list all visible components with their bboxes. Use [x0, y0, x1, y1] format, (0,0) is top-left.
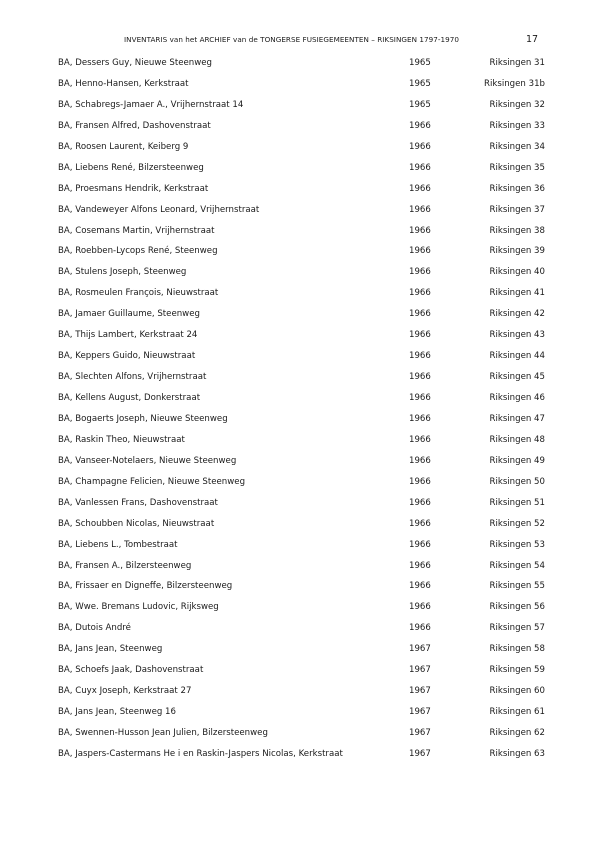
item-reference: Riksingen 31 — [489, 58, 545, 68]
item-year: 1966 — [409, 225, 431, 236]
item-reference: Riksingen 51 — [489, 497, 545, 508]
item-description: BA, Slechten Alfons, Vrijhernstraat — [58, 372, 207, 383]
item-description: BA, Frissaer en Digneffe, Bilzersteenweg — [58, 581, 233, 592]
item-year: 1967 — [409, 686, 431, 697]
list-item — [0, 602, 595, 623]
item-description: BA, Thijs Lambert, Kerkstraat 24 — [58, 330, 198, 341]
list-item — [0, 686, 595, 707]
list-item — [0, 498, 595, 519]
item-reference: Riksingen 39 — [489, 246, 545, 257]
item-description: BA, Henno-Hansen, Kerkstraat — [58, 78, 189, 89]
item-year: 1967 — [409, 748, 431, 759]
item-description: BA, Jaspers-Castermans He i en Raskin-Jaspers Nicolas, Kerkstraat — [58, 748, 343, 759]
item-year: 1966 — [409, 330, 431, 341]
item-description: BA, Vandeweyer Alfons Leonard, Vrijhernstraat — [58, 204, 260, 215]
item-year: 1966 — [409, 581, 431, 592]
list-item — [0, 581, 595, 602]
item-year: 1965 — [409, 58, 431, 68]
item-description: BA, Dutois André — [58, 623, 131, 634]
list-item — [0, 749, 595, 770]
item-reference: Riksingen 50 — [489, 476, 545, 487]
item-year: 1967 — [409, 665, 431, 676]
list-item — [0, 121, 595, 142]
list-item — [0, 456, 595, 477]
item-reference: Riksingen 35 — [489, 162, 545, 173]
item-year: 1966 — [409, 539, 431, 550]
list-item — [0, 623, 595, 644]
item-reference: Riksingen 48 — [489, 434, 545, 445]
list-item — [0, 393, 595, 414]
item-description: BA, Liebens L., Tombestraat — [58, 539, 178, 550]
item-reference: Riksingen 33 — [489, 120, 545, 131]
page-number: 17 — [526, 34, 539, 45]
page-header — [0, 35, 595, 49]
item-year: 1966 — [409, 183, 431, 194]
item-reference: Riksingen 56 — [489, 602, 545, 613]
item-year: 1967 — [409, 644, 431, 655]
list-item — [0, 309, 595, 330]
list-item — [0, 226, 595, 247]
item-description: BA, Kellens August, Donkerstraat — [58, 393, 201, 403]
item-description: BA, Jans Jean, Steenweg — [58, 644, 163, 655]
item-year: 1966 — [409, 413, 431, 424]
list-item — [0, 665, 595, 686]
item-reference: Riksingen 54 — [489, 560, 545, 571]
item-year: 1966 — [409, 309, 431, 320]
list-item — [0, 100, 595, 121]
list-item — [0, 435, 595, 456]
item-year: 1966 — [409, 518, 431, 529]
item-description: BA, Schoefs Jaak, Dashovenstraat — [58, 665, 204, 676]
item-year: 1966 — [409, 351, 431, 362]
item-year: 1966 — [409, 141, 431, 152]
list-item — [0, 184, 595, 205]
list-item — [0, 205, 595, 226]
list-item — [0, 246, 595, 267]
item-description: BA, Fransen A., Bilzersteenweg — [58, 560, 192, 571]
item-description: BA, Cosemans Martin, Vrijhernstraat — [58, 225, 215, 236]
list-item — [0, 414, 595, 435]
item-description: BA, Cuyx Joseph, Kerkstraat 27 — [58, 686, 192, 697]
item-description: BA, Roosen Laurent, Keiberg 9 — [58, 141, 189, 152]
item-year: 1966 — [409, 288, 431, 299]
item-year: 1966 — [409, 560, 431, 571]
item-year: 1966 — [409, 372, 431, 383]
item-reference: Riksingen 57 — [489, 623, 545, 634]
item-reference: Riksingen 37 — [489, 204, 545, 215]
item-year: 1966 — [409, 434, 431, 445]
item-reference: Riksingen 62 — [489, 728, 545, 738]
item-year: 1966 — [409, 162, 431, 173]
item-reference: Riksingen 49 — [489, 455, 545, 466]
item-year: 1966 — [409, 267, 431, 278]
list-item — [0, 372, 595, 393]
list-item — [0, 477, 595, 498]
item-description: BA, Stulens Joseph, Steenweg — [58, 267, 187, 278]
item-description: BA, Wwe. Bremans Ludovic, Rijksweg — [58, 602, 219, 613]
item-description: BA, Swennen-Husson Jean Julien, Bilzersteenweg — [58, 728, 268, 738]
item-year: 1966 — [409, 120, 431, 131]
item-description: BA, Roebben-Lycops René, Steenweg — [58, 246, 218, 257]
item-reference: Riksingen 60 — [489, 686, 545, 697]
list-item — [0, 288, 595, 309]
list-item — [0, 163, 595, 184]
header-title: INVENTARIS van het ARCHIEF van de TONGERSE FUSIEGEMEENTEN – RIKSINGEN 1797-1970 — [124, 35, 460, 44]
item-reference: Riksingen 32 — [489, 99, 545, 110]
list-item — [0, 79, 595, 100]
item-description: BA, Dessers Guy, Nieuwe Steenweg — [58, 58, 212, 68]
item-description: BA, Vanlessen Frans, Dashovenstraat — [58, 497, 218, 508]
item-description: BA, Keppers Guido, Nieuwstraat — [58, 351, 196, 362]
item-year: 1966 — [409, 393, 431, 403]
list-item — [0, 330, 595, 351]
item-reference: Riksingen 59 — [489, 665, 545, 676]
list-item — [0, 519, 595, 540]
item-reference: Riksingen 46 — [489, 393, 545, 403]
item-reference: Riksingen 38 — [489, 225, 545, 236]
item-year: 1966 — [409, 455, 431, 466]
list-item — [0, 644, 595, 665]
list-item — [0, 142, 595, 163]
item-reference: Riksingen 34 — [489, 141, 545, 152]
item-year: 1966 — [409, 623, 431, 634]
item-description: BA, Rosmeulen François, Nieuwstraat — [58, 288, 219, 299]
item-year: 1965 — [409, 78, 431, 89]
list-item — [0, 561, 595, 582]
item-reference: Riksingen 45 — [489, 372, 545, 383]
item-year: 1966 — [409, 602, 431, 613]
item-reference: Riksingen 52 — [489, 518, 545, 529]
item-reference: Riksingen 41 — [489, 288, 545, 299]
item-reference: Riksingen 42 — [489, 309, 545, 320]
item-reference: Riksingen 63 — [489, 748, 545, 759]
item-year: 1966 — [409, 476, 431, 487]
item-description: BA, Schabregs-Jamaer A., Vrijhernstraat 14 — [58, 99, 244, 110]
inventory-list — [0, 58, 595, 770]
item-description: BA, Champagne Felicien, Nieuwe Steenweg — [58, 476, 246, 487]
item-year: 1966 — [409, 246, 431, 257]
item-year: 1967 — [409, 707, 431, 718]
item-year: 1966 — [409, 204, 431, 215]
item-reference: Riksingen 36 — [489, 183, 545, 194]
item-reference: Riksingen 55 — [489, 581, 545, 592]
item-year: 1965 — [409, 99, 431, 110]
item-reference: Riksingen 61 — [489, 707, 545, 718]
item-year: 1967 — [409, 728, 431, 738]
item-description: BA, Jans Jean, Steenweg 16 — [58, 707, 176, 718]
list-item — [0, 540, 595, 561]
item-description: BA, Raskin Theo, Nieuwstraat — [58, 434, 185, 445]
item-year: 1966 — [409, 497, 431, 508]
item-reference: Riksingen 58 — [489, 644, 545, 655]
item-reference: Riksingen 31b — [484, 78, 545, 89]
item-description: BA, Schoubben Nicolas, Nieuwstraat — [58, 518, 215, 529]
item-reference: Riksingen 40 — [489, 267, 545, 278]
list-item — [0, 351, 595, 372]
item-description: BA, Vanseer-Notelaers, Nieuwe Steenweg — [58, 455, 237, 466]
item-description: BA, Bogaerts Joseph, Nieuwe Steenweg — [58, 413, 228, 424]
item-reference: Riksingen 53 — [489, 539, 545, 550]
item-reference: Riksingen 43 — [489, 330, 545, 341]
item-reference: Riksingen 44 — [489, 351, 545, 362]
item-description: BA, Proesmans Hendrik, Kerkstraat — [58, 183, 209, 194]
list-item — [0, 728, 595, 749]
item-description: BA, Fransen Alfred, Dashovenstraat — [58, 120, 211, 131]
item-description: BA, Jamaer Guillaume, Steenweg — [58, 309, 200, 320]
item-reference: Riksingen 47 — [489, 413, 545, 424]
list-item — [0, 267, 595, 288]
item-description: BA, Liebens René, Bilzersteenweg — [58, 162, 204, 173]
list-item — [0, 58, 595, 79]
list-item — [0, 707, 595, 728]
